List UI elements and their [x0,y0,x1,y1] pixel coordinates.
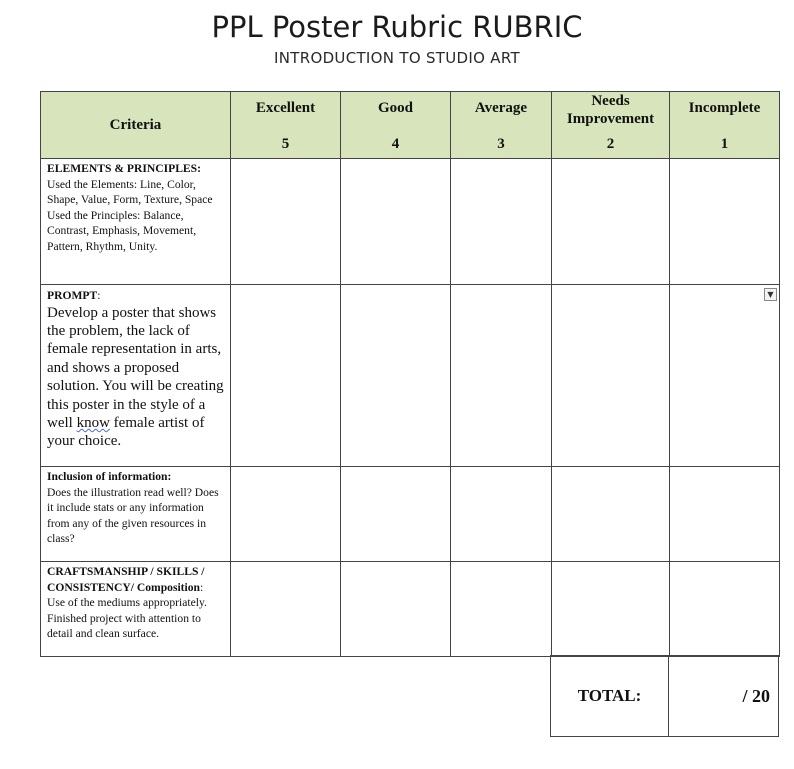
criteria-cell-craftsmanship [41,562,231,657]
score-cell[interactable] [451,562,552,657]
criteria-title: PROMPT [47,289,98,302]
total-value[interactable]: / 20 [669,656,779,737]
criteria-title: Inclusion of information: [47,470,172,483]
score-cell[interactable] [552,467,670,562]
criteria-header: Criteria [41,92,231,159]
criteria-title: ELEMENTS & PRINCIPLES: [47,162,201,175]
criteria-line: Use of the mediums appropriately. Finished project with attention to detail and clean surface. [47,596,207,640]
total-label: TOTAL: [551,656,669,737]
level-header-average [451,92,552,159]
table-row [41,562,780,657]
score-cell[interactable] [231,467,341,562]
level-label: Average [474,100,528,116]
level-label: Incomplete [688,100,761,116]
prompt-text-part: Develop a poster that shows the problem, the lack of female representation in arts, and shows a proposed solution. You will be creating this poster in the style of a well [47,304,224,431]
level-header-incomplete [670,92,780,159]
score-cell[interactable] [670,467,780,562]
criteria-title-suffix: : [200,580,204,594]
level-score: 3 [497,136,505,152]
score-cell[interactable] [341,467,451,562]
score-cell[interactable] [231,562,341,657]
score-cell[interactable] [231,159,341,285]
score-cell[interactable] [552,285,670,467]
score-cell[interactable] [552,159,670,285]
score-cell[interactable] [341,159,451,285]
criteria-cell-prompt [41,285,231,467]
level-score: 5 [281,136,290,152]
level-score: 1 [720,136,729,152]
criteria-cell-elements [41,159,231,285]
score-cell[interactable] [341,285,451,467]
level-label: Good [377,100,413,116]
table-row [41,467,780,562]
page-title: PPL Poster Rubric RUBRIC [211,10,583,44]
criteria-title: CRAFTSMANSHIP / SKILLS / CONSISTENCY/ Composition [47,565,205,594]
level-score: 2 [606,136,615,152]
chevron-down-icon[interactable]: ▼ [764,288,777,301]
prompt-text-part: female artist of your choice. [47,414,205,450]
header-row [41,92,780,159]
score-cell[interactable] [231,285,341,467]
score-cell[interactable] [451,159,552,285]
score-cell[interactable] [451,467,552,562]
level-label: Excellent [255,100,316,116]
table-row [41,159,780,285]
criteria-line: Used the Principles: Balance, Contrast, Emphasis, Movement, Pattern, Rhythm, Unity. [47,208,197,253]
level-score: 4 [391,136,400,152]
criteria-title-suffix: : [97,289,101,302]
total-table [550,655,779,737]
score-cell[interactable] [670,285,780,467]
criteria-cell-inclusion [41,467,231,562]
level-label: Needs Improvement [566,93,655,127]
score-cell[interactable] [341,562,451,657]
score-cell[interactable] [670,562,780,657]
prompt-text [47,305,224,450]
score-cell[interactable] [670,159,780,285]
criteria-line: Used the Elements: Line, Color, Shape, Value, Form, Texture, Space [47,177,213,206]
score-cell[interactable] [552,562,670,657]
score-cell[interactable] [451,285,552,467]
level-header-needs-improvement [552,92,670,159]
level-header-good [341,92,451,159]
criteria-line: Does the illustration read well? Does it include stats or any information from any of the given resources in class? [47,485,219,545]
page-subtitle: INTRODUCTION TO STUDIO ART [274,49,520,67]
rubric-table [40,91,780,657]
level-header-excellent [231,92,341,159]
spelling-flag-word: know [76,414,110,431]
table-row [41,285,780,467]
